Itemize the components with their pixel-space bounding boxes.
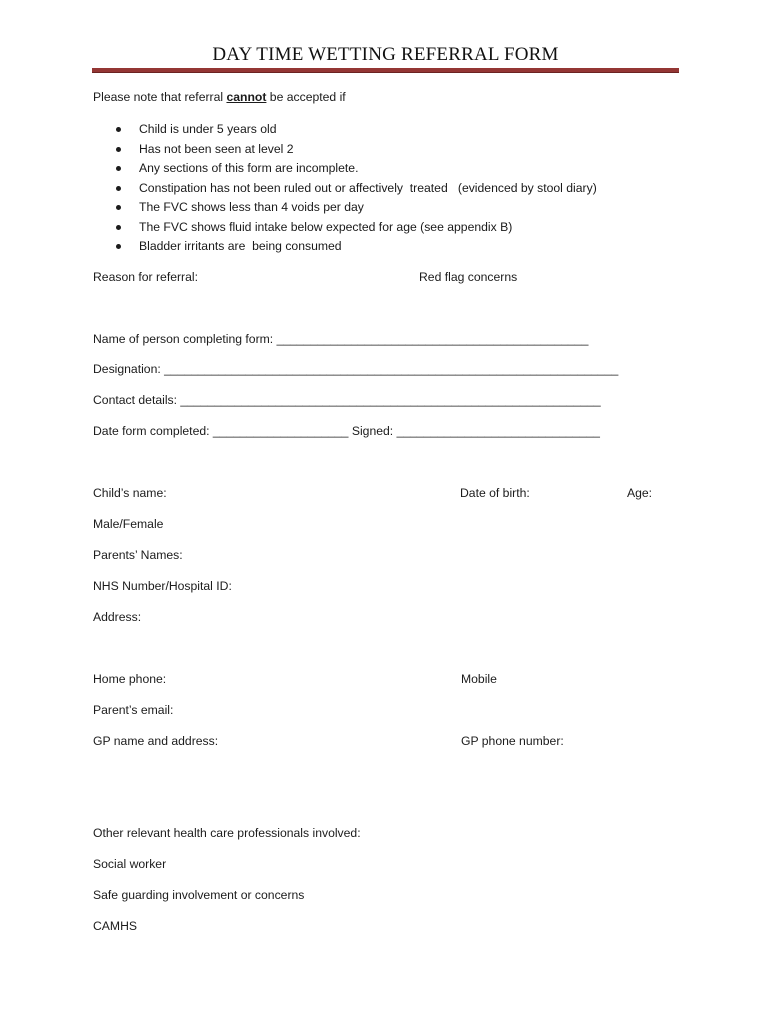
exclusion-criteria-list bbox=[112, 120, 597, 257]
date-signed-field[interactable]: Date form completed: ____________________ Signed: ______________________________ bbox=[93, 424, 600, 438]
completer-name-field[interactable]: Name of person completing form: ______________________________________________ bbox=[93, 332, 589, 346]
criteria-text: Any sections of this form are incomplete. bbox=[139, 161, 359, 175]
title-divider bbox=[92, 68, 679, 73]
list-item bbox=[112, 218, 597, 238]
referral-notice bbox=[93, 90, 346, 104]
notice-prefix: Please note that referral bbox=[93, 90, 227, 104]
designation-field[interactable]: Designation: ___________________________________________________________________ bbox=[93, 362, 619, 376]
safeguarding-label: Safe guarding involvement or concerns bbox=[93, 888, 305, 902]
parents-names-label: Parents’ Names: bbox=[93, 548, 183, 562]
red-flag-concerns-label: Red flag concerns bbox=[419, 270, 518, 284]
other-professionals-heading: Other relevant health care professionals involved: bbox=[93, 826, 361, 840]
criteria-text: The FVC shows fluid intake below expected for age (see appendix B) bbox=[139, 219, 513, 234]
bullet-icon bbox=[116, 225, 121, 230]
list-item bbox=[112, 140, 597, 160]
home-phone-label: Home phone: bbox=[93, 672, 167, 686]
gp-name-address-label: GP name and address: bbox=[93, 734, 219, 748]
form-title: DAY TIME WETTING REFERRAL FORM bbox=[212, 44, 559, 65]
social-worker-label: Social worker bbox=[93, 857, 167, 871]
criteria-text: Constipation has not been ruled out or affectively treated (evidenced by stool diary) bbox=[139, 180, 597, 195]
list-item bbox=[112, 179, 597, 199]
age-label: Age: bbox=[627, 486, 653, 500]
bullet-icon bbox=[116, 186, 121, 191]
criteria-text: Bladder irritants are being consumed bbox=[139, 239, 342, 253]
bullet-icon bbox=[116, 244, 121, 249]
date-of-birth-label: Date of birth: bbox=[460, 486, 530, 500]
list-item bbox=[112, 120, 597, 140]
notice-emphasis: cannot bbox=[226, 90, 267, 104]
address-label: Address: bbox=[93, 610, 142, 624]
notice-suffix: be accepted if bbox=[266, 90, 346, 104]
child-name-label: Child’s name: bbox=[93, 486, 167, 500]
list-item bbox=[112, 198, 597, 218]
camhs-label: CAMHS bbox=[93, 919, 138, 933]
criteria-text: Child is under 5 years old bbox=[139, 122, 277, 136]
bullet-icon bbox=[116, 127, 121, 132]
contact-details-field[interactable]: Contact details: ______________________________________________________________ bbox=[93, 393, 601, 407]
list-item bbox=[112, 237, 597, 257]
gp-phone-label: GP phone number: bbox=[461, 734, 564, 748]
sex-label: Male/Female bbox=[93, 517, 164, 531]
list-item bbox=[112, 159, 597, 179]
criteria-text: Has not been seen at level 2 bbox=[139, 141, 294, 156]
reason-for-referral-label: Reason for referral: bbox=[93, 270, 198, 284]
bullet-icon bbox=[116, 147, 121, 152]
bullet-icon bbox=[116, 166, 121, 171]
bullet-icon bbox=[116, 205, 121, 210]
parent-email-label: Parent’s email: bbox=[93, 703, 174, 717]
nhs-number-label: NHS Number/Hospital ID: bbox=[93, 579, 232, 593]
criteria-text: The FVC shows less than 4 voids per day bbox=[139, 200, 364, 214]
mobile-label: Mobile bbox=[461, 672, 497, 686]
